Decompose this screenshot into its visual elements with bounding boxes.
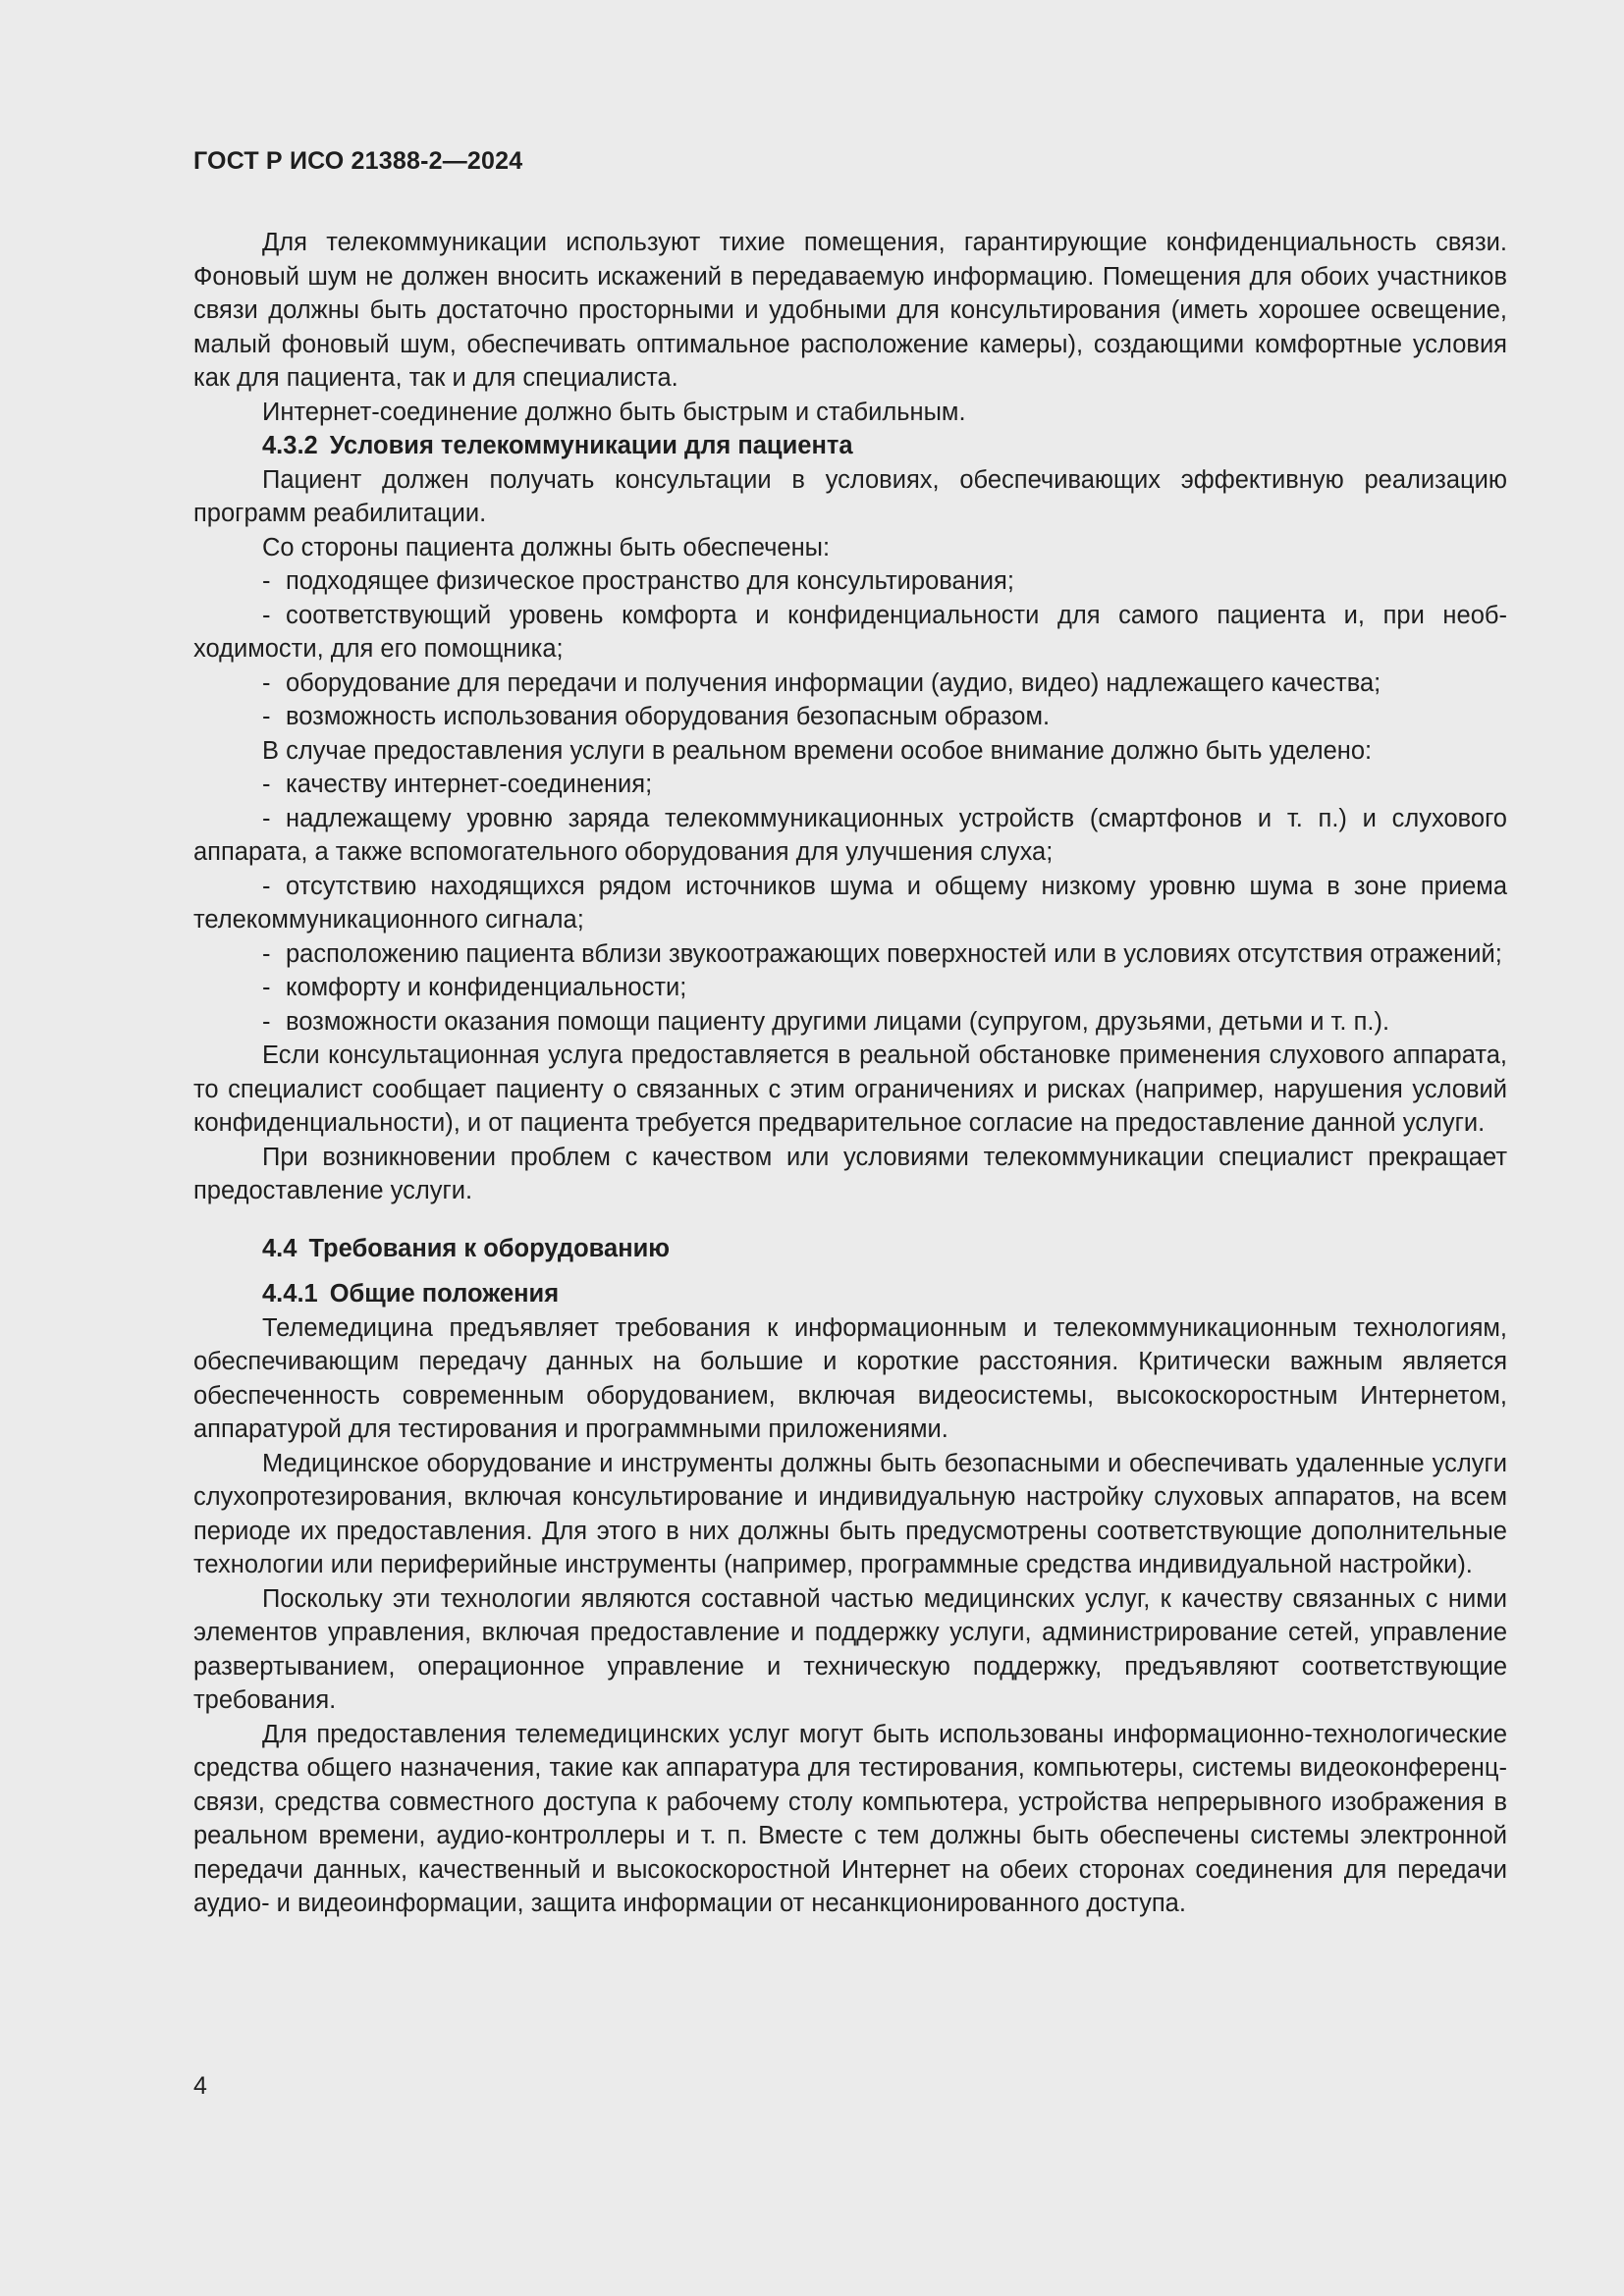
list-item: [193, 564, 1507, 599]
paragraph: Медицинское оборудование и инструменты должны быть безопасными и обеспечивать удаленные услуги слухопротезирования, включая консультирование и индивидуальную настройку слуховых аппаратов, на всем периоде их предоставления. Для этого в них должны быть предусмотрены соответствующие дополнительные технологии или периферийные инструменты (например, программные средства индивидуальной настройки).: [193, 1449, 1507, 1578]
list-item: [193, 870, 1507, 937]
heading-number: 4.4: [262, 1234, 298, 1262]
list-item-text: подходящее физическое пространство для консультирования;: [286, 567, 1014, 595]
section-heading: [193, 1232, 1507, 1266]
heading-number: 4.4.1: [262, 1280, 318, 1308]
list-item: [193, 971, 1507, 1005]
list-bullet: -: [262, 974, 271, 1001]
list-item: [193, 802, 1507, 870]
paragraph: Интернет-соединение должно быть быстрым и стабильным.: [262, 398, 966, 426]
list-bullet: -: [262, 668, 271, 697]
list-item-text: соответствующий уровень комфорта и конфиденциальности для самого пациента и, при необходимости, для его помощника;: [193, 601, 1507, 663]
page-number: 4: [193, 2072, 207, 2100]
list-item-text: комфорту и конфиденциальности;: [286, 974, 687, 1001]
list-bullet: -: [262, 872, 271, 900]
heading-title: Требования к оборудованию: [308, 1234, 671, 1262]
heading-title: Условия телекоммуникации для пациента: [329, 432, 853, 459]
list-item: [193, 667, 1507, 701]
list-bullet: -: [262, 939, 271, 968]
list-item-text: отсутствию находящихся рядом источников шума и общему низкому уровню шума в зоне приема телекоммуникационного сигнала;: [193, 872, 1507, 934]
subsection-heading: [193, 1277, 1507, 1311]
list-bullet: -: [262, 601, 271, 629]
heading-title: Общие положения: [329, 1280, 560, 1308]
list-item-text: качеству интернет-соединения;: [286, 771, 653, 798]
list-item-text: возможность использования оборудования безопасным образом.: [286, 703, 1051, 730]
paragraph: Для предоставления телемедицинских услуг могут быть использованы информационно-технологические средства общего назначения, такие как аппаратура для тестирования, компьютеры, системы видеоконференц-связи, средства совместного доступа к рабочему столу компьютера, устройства непрерывного изображения в реальном времени, аудио-контроллеры и т. п. Вместе с тем должны быть обеспечены системы электронной передачи данных, качественный и высокоскоростной Интернет на обеих сторонах соединения для передачи аудио- и видеоинформации, защита информации от несанкционированного доступа.: [193, 1720, 1507, 1917]
paragraph: В случае предоставления услуги в реальном времени особое внимание должно быть уделено:: [262, 736, 1373, 765]
paragraph: Если консультационная услуга предоставляется в реальной обстановке применения слухового аппарата, то специалист сообщает пациенту о связанных с этим ограничениях и рисках (например, нарушения условий конфиденциальности), и от пациента требуется предварительное согласие на предоставление данной услуги.: [193, 1041, 1507, 1137]
list-item: [193, 599, 1507, 667]
paragraph: Для телекоммуникации используют тихие помещения, гарантирующие конфиденциальность связи. Фоновый шум не должен вносить искажений в передаваемую информацию. Помещения для обоих участников связи должны быть достаточно просторными и удобными для консультирования (иметь хорошее освещение, малый фоновый шум, обеспечивать оптимальное расположение камеры), создающими комфортные условия как для пациента, так и для специалиста.: [193, 229, 1507, 392]
list-item-text: возможности оказания помощи пациенту другими лицами (супругом, друзьями, детьми и т. п.).: [286, 1007, 1390, 1036]
list-item: [193, 937, 1507, 972]
list-item: [193, 700, 1507, 734]
list-item: [193, 1005, 1507, 1040]
list-item: [193, 768, 1507, 802]
paragraph: Пациент должен получать консультации в условиях, обеспечивающих эффективную реализацию программ реабилитации.: [193, 465, 1507, 527]
paragraph: Телемедицина предъявляет требования к информационным и телекоммуникационным технологиям, обеспечивающим передачу данных на большие и короткие расстояния. Критически важным является обеспеченность современным оборудованием, включая видеосистемы, высокоскоростным Интернетом, аппаратурой для тестирования и программными приложениями.: [193, 1313, 1507, 1443]
document-body: [193, 226, 1507, 1921]
list-bullet: -: [262, 703, 271, 730]
paragraph: При возникновении проблем с качеством или условиями телекоммуникации специалист прекращает предоставление услуги.: [193, 1143, 1507, 1204]
list-bullet: -: [262, 804, 271, 832]
list-item-text: оборудование для передачи и получения информации (аудио, видео) надлежащего качества;: [286, 668, 1381, 697]
paragraph: Поскольку эти технологии являются составной частью медицинских услуг, к качеству связанных с ними элементов управления, включая предоставление и поддержку услуги, администрирование сетей, управление развертыванием, операционное управление и техническую поддержку, предъявляют соответствующие требования.: [193, 1584, 1507, 1714]
document-header: ГОСТ Р ИСО 21388-2—2024: [193, 147, 523, 175]
list-bullet: -: [262, 1007, 271, 1036]
subsection-heading: [193, 429, 1507, 463]
list-bullet: -: [262, 567, 271, 595]
list-item-text: надлежащему уровню заряда телекоммуникационных устройств (смартфонов и т. п.) и слухового аппарата, а также вспомогательного оборудования для улучшения слуха;: [193, 804, 1507, 866]
list-item-text: расположению пациента вблизи звукоотражающих поверхностей или в условиях отсутствия отражений;: [286, 939, 1502, 968]
heading-number: 4.3.2: [262, 432, 318, 459]
paragraph: Со стороны пациента должны быть обеспечены:: [262, 533, 831, 561]
list-bullet: -: [262, 771, 271, 798]
